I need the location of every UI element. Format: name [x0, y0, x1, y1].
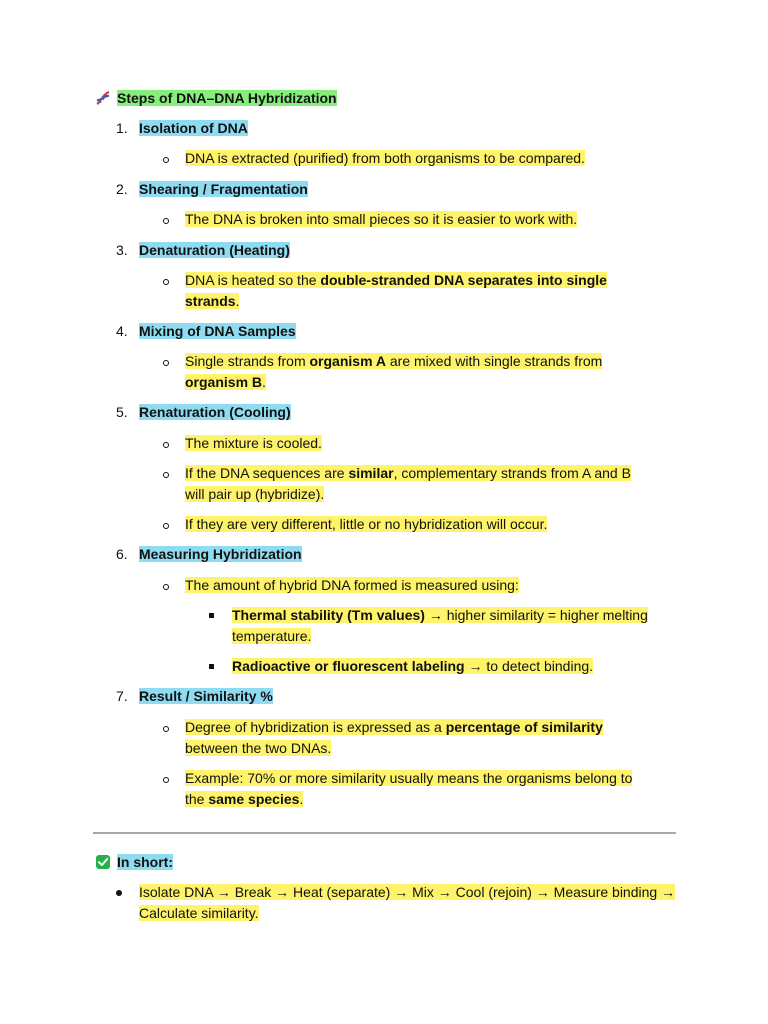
step-number: 2. — [116, 181, 128, 197]
bullet-text: The mixture is cooled. — [185, 435, 322, 451]
bullet-circle-icon — [163, 218, 169, 224]
sub-bullet-text: Thermal stability (Tm values) → higher similarity = higher melting — [232, 607, 648, 623]
bullet-circle-icon — [163, 726, 169, 732]
bullet-text-continued: will pair up (hybridize). — [185, 486, 325, 502]
bullet-text-continued: between the two DNAs. — [185, 740, 332, 756]
bullet-text: If the DNA sequences are similar, complementary strands from A and B — [185, 465, 631, 481]
step-number: 1. — [116, 120, 128, 136]
bullet-circle-icon — [163, 584, 169, 590]
bullet-text-continued: strands. — [185, 293, 240, 309]
bullet-text: DNA is heated so the double-stranded DNA separates into single — [185, 272, 607, 288]
step-number: 6. — [116, 546, 128, 562]
bullet-text: Example: 70% or more similarity usually means the organisms belong to — [185, 770, 633, 786]
step-heading: Denaturation (Heating) — [139, 242, 290, 258]
step-heading: Mixing of DNA Samples — [139, 323, 296, 339]
checkmark-icon — [96, 855, 110, 869]
step-number: 4. — [116, 323, 128, 339]
step-number: 7. — [116, 688, 128, 704]
step-heading: Shearing / Fragmentation — [139, 181, 308, 197]
bullet-text: If they are very different, little or no hybridization will occur. — [185, 516, 548, 532]
sub-bullet-text: Radioactive or fluorescent labeling → to detect binding. — [232, 658, 594, 674]
step-number: 5. — [116, 404, 128, 420]
bullet-square-icon — [209, 664, 214, 669]
bullet-text: The amount of hybrid DNA formed is measured using: — [185, 577, 519, 593]
bullet-square-icon — [209, 613, 214, 618]
summary-heading: In short: — [117, 854, 173, 870]
step-number: 3. — [116, 242, 128, 258]
bullet-circle-icon — [163, 777, 169, 783]
horizontal-divider — [93, 832, 676, 834]
bullet-circle-icon — [163, 523, 169, 529]
summary-text-continued: Calculate similarity. — [139, 905, 259, 921]
bullet-circle-icon — [163, 279, 169, 285]
bullet-circle-icon — [163, 442, 169, 448]
page-title: Steps of DNA–DNA Hybridization — [117, 90, 337, 106]
step-heading: Result / Similarity % — [139, 688, 273, 704]
bullet-text: DNA is extracted (purified) from both organisms to be compared. — [185, 150, 585, 166]
bullet-circle-icon — [163, 157, 169, 163]
bullet-text-continued: organism B. — [185, 374, 266, 390]
step-heading: Isolation of DNA — [139, 120, 248, 136]
bullet-text-continued: the same species. — [185, 791, 304, 807]
summary-text: Isolate DNA → Break → Heat (separate) → Mix → Cool (rejoin) → Measure binding → — [139, 884, 676, 900]
step-heading: Renaturation (Cooling) — [139, 404, 291, 420]
step-heading: Measuring Hybridization — [139, 546, 302, 562]
bullet-text: Degree of hybridization is expressed as a percentage of similarity — [185, 719, 603, 735]
sub-bullet-text-continued: temperature. — [232, 628, 312, 644]
dna-icon — [94, 89, 112, 107]
bullet-circle-icon — [163, 360, 169, 366]
bullet-text: Single strands from organism A are mixed with single strands from — [185, 353, 603, 369]
bullet-circle-icon — [163, 472, 169, 478]
bullet-text: The DNA is broken into small pieces so it is easier to work with. — [185, 211, 578, 227]
bullet-dot-icon — [116, 890, 122, 896]
